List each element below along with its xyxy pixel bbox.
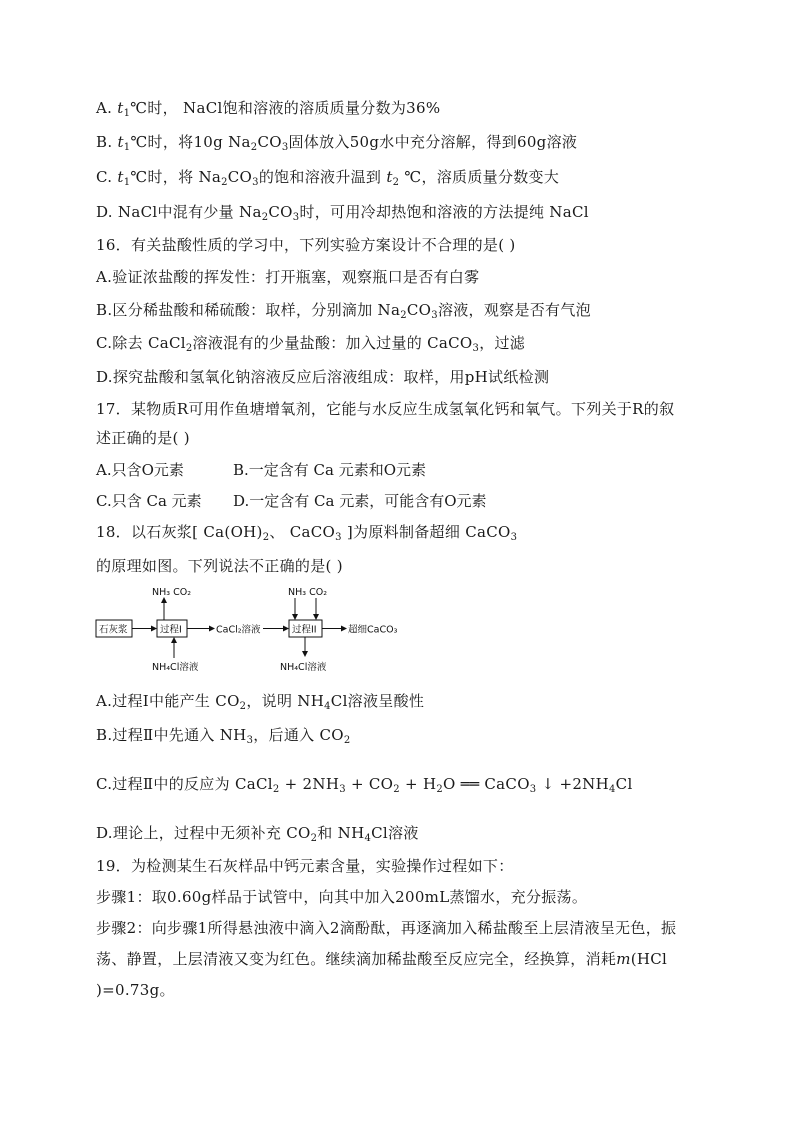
process-2-label: 过程II (292, 624, 317, 636)
option-15b: B. $t_1℃$时，将10g $Na_2CO_3$固体放入50g水中充分溶解，得到60g溶液 (96, 133, 578, 153)
option-15c: C. $t_1℃$时，将 $Na_2CO_3$的饱和溶液升温到 $t_2$ ℃，溶质质量分数变大 (96, 168, 560, 188)
option-17b: B.一定含有 Ca 元素和O元素 (233, 461, 427, 479)
question-19-step2-line3: )=0.73g。 (96, 981, 175, 999)
question-18-stem-line1: 18．以石灰浆[ $Ca(OH)_2$、 CaCO$_3$ ]为原料制备超细 CaCO$_3$ (96, 523, 518, 543)
process-flow-diagram (94, 584, 424, 676)
option-18c: C.过程Ⅱ中的反应为 CaCl$_2$ + $2NH_3 + CO_2 + H_2O$ ══ CaCO$_3$ ↓ $+2NH_4Cl$ (96, 775, 633, 795)
options-17-row2 (96, 491, 487, 511)
question-19-step1: 步骤1：取0.60g样品于试管中，向其中加入200mL蒸馏水，充分振荡。 (96, 888, 588, 906)
option-17a: A.只含O元素 (96, 461, 184, 479)
process-1-ammonium-input: NH₄Cl溶液 (152, 662, 199, 673)
option-16c: C.除去 CaCl$_2$溶液混有的少量盐酸：加入过量的 CaCO$_3$，过滤 (96, 334, 526, 354)
question-19-stem: 19．为检测某生石灰样品中钙元素含量，实验操作过程如下： (96, 857, 514, 875)
option-15a: A. $t_1℃$时， NaCl饱和溶液的溶质质量分数为36% (96, 99, 441, 119)
options-17-row1 (96, 460, 426, 480)
ultrafine-calcium-carbonate-label: 超细CaCO₃ (348, 624, 398, 636)
option-18b: B.过程Ⅱ中先通入 $NH_3$，后通入 $CO_2$ (96, 726, 351, 746)
process-2-gas-input: NH₃ CO₂ (288, 587, 327, 598)
question-16-stem: 16．有关盐酸性质的学习中，下列实验方案设计不合理的是( ) (96, 236, 516, 254)
question-17-stem-line1: 17．某物质R可用作鱼塘增氧剂，它能与水反应生成氢氧化钙和氧气。下列关于R的叙 (96, 400, 675, 418)
question-19-step2-line1: 步骤2：向步骤1所得悬浊液中滴入2滴酚酞，再逐滴加入稀盐酸至上层清液呈无色，振 (96, 919, 677, 937)
process-1-label: 过程I (160, 624, 182, 636)
question-19-step2-line2: 荡、静置，上层清液又变为红色。继续滴加稀盐酸至反应完全，经换算，消耗m(HCl (96, 950, 668, 968)
question-17-stem-line2: 述正确的是( ) (96, 429, 190, 447)
process-2-ammonium-output: NH₄Cl溶液 (280, 662, 327, 673)
calcium-chloride-solution-label: CaCl₂溶液 (216, 624, 261, 636)
option-15d: D. NaCl中混有少量 $Na_2CO_3$时，可用冷却热饱和溶液的方法提纯 NaCl (96, 203, 589, 223)
option-18d: D.理论上，过程中无须补充 $CO_2$和 $NH_4Cl$溶液 (96, 824, 419, 844)
lime-slurry-label: 石灰浆 (99, 624, 128, 636)
option-16d: D.探究盐酸和氢氧化钠溶液反应后溶液组成：取样，用pH试纸检测 (96, 368, 550, 386)
option-17d: D.一定含有 Ca 元素，可能含有O元素 (233, 492, 487, 510)
option-16b: B.区分稀盐酸和稀硫酸：取样，分别滴加 $Na_2CO_3$溶液，观察是否有气泡 (96, 301, 591, 321)
option-18a: A.过程Ⅰ中能产生 $CO_2$，说明 $NH_4Cl$溶液呈酸性 (96, 692, 425, 712)
process-1-gas-output: NH₃ CO₂ (152, 587, 191, 598)
option-17c: C.只含 Ca 元素 (96, 492, 202, 510)
option-16a: A.验证浓盐酸的挥发性：打开瓶塞，观察瓶口是否有白雾 (96, 268, 480, 286)
question-18-stem-line2: 的原理如图。下列说法不正确的是( ) (96, 557, 343, 575)
